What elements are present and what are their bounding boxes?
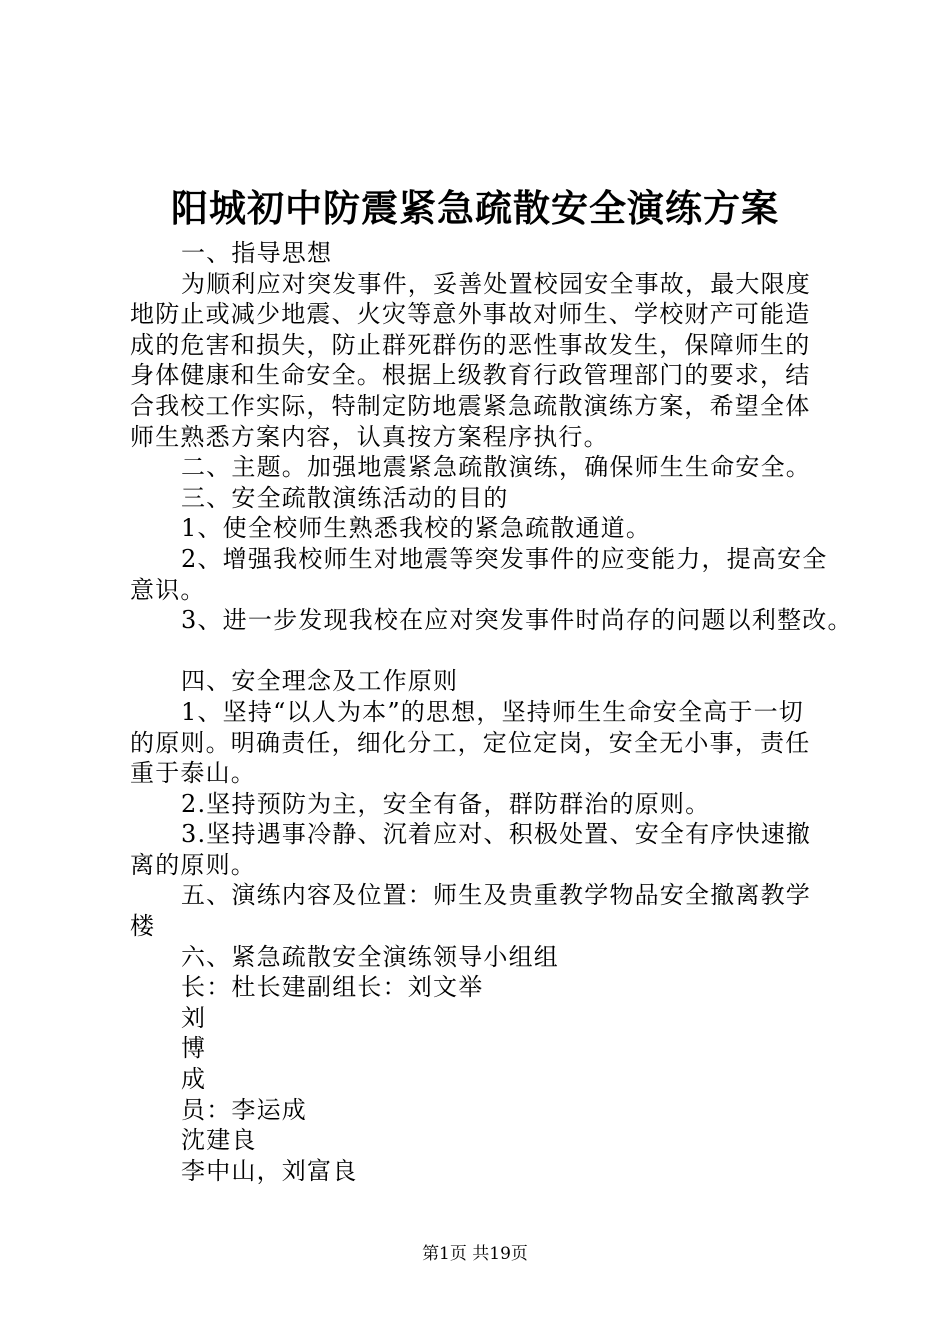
paragraph-line: 李中山，刘富良: [181, 1156, 358, 1185]
page-footer: 第1页 共19页: [422, 1244, 528, 1264]
section-heading: 五、演练内容及位置：师生及贵重教学物品安全撤离教学: [181, 881, 811, 910]
section-heading: 二、主题。加强地震紧急疏散演练，确保师生生命安全。: [181, 453, 811, 482]
document-title: 阳城初中防震紧急疏散安全演练方案: [171, 186, 779, 230]
list-item: 3、进一步发现我校在应对突发事件时尚存的问题以利整改。: [181, 606, 853, 635]
paragraph-line: 博: [181, 1034, 207, 1063]
section-heading: 四、安全理念及工作原则: [181, 667, 459, 696]
paragraph-line: 合我校工作实际，特制定防地震紧急疏散演练方案，希望全体: [130, 391, 811, 420]
list-item: 3.坚持遇事冷静、沉着应对、积极处置、安全有序快速撤: [181, 820, 812, 849]
paragraph-line: 地防止或减少地震、火灾等意外事故对师生、学校财产可能造: [130, 300, 811, 329]
paragraph-line: 的原则。明确责任，细化分工，定位定岗，安全无小事，责任: [130, 728, 811, 757]
paragraph-line: 员：李运成: [181, 1095, 307, 1124]
list-item: 1、坚持“以人为本”的思想，坚持师生生命安全高于一切: [181, 697, 805, 726]
blank-line: [130, 636, 842, 667]
paragraph-line: 成的危害和损失，防止群死群伤的恶性事故发生，保障师生的: [130, 330, 811, 359]
section-heading: 三、安全疏散演练活动的目的: [181, 483, 509, 512]
paragraph-line: 意识。: [130, 575, 206, 604]
paragraph-line: 身体健康和生命安全。根据上级教育行政管理部门的要求，结: [130, 361, 811, 390]
paragraph-line: 为顺利应对突发事件，妥善处置校园安全事故，最大限度: [181, 269, 811, 298]
section-heading: 一、指导思想: [181, 239, 333, 267]
paragraph-line: 师生熟悉方案内容，认真按方案程序执行。: [130, 422, 609, 451]
document-body: [130, 238, 853, 1186]
section-heading: 六、紧急疏散安全演练领导小组组: [181, 942, 559, 971]
list-item: 2、增强我校师生对地震等突发事件的应变能力，提高安全: [181, 544, 828, 573]
paragraph-line: 沈建良: [181, 1126, 257, 1155]
paragraph-line: 成: [181, 1065, 207, 1094]
list-item: 1、使全校师生熟悉我校的紧急疏散通道。: [181, 514, 652, 543]
paragraph-line: 长：杜长建副组长：刘文举: [181, 973, 484, 1002]
paragraph-line: 刘: [181, 1003, 207, 1032]
list-item: 2.坚持预防为主，安全有备，群防群治的原则。: [181, 789, 711, 818]
paragraph-line: 重于泰山。: [130, 759, 256, 788]
paragraph-line: 楼: [130, 912, 156, 941]
paragraph-line: 离的原则。: [130, 850, 256, 879]
